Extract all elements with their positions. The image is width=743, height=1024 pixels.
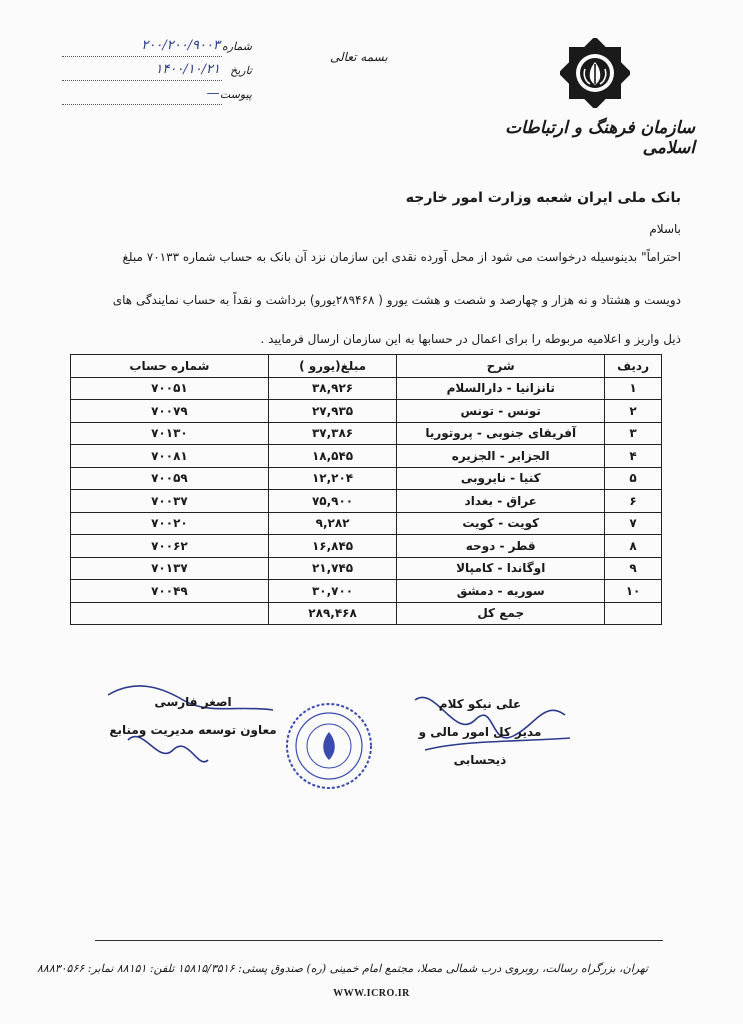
number-row xyxy=(62,38,252,62)
footer-url[interactable]: WWW.ICRO.IR xyxy=(333,988,410,999)
row-amount: ۱۸,۵۴۵ xyxy=(268,445,396,468)
table-row xyxy=(71,445,662,468)
row-amount: ۱۲,۲۰۴ xyxy=(268,467,396,490)
row-number: ۹ xyxy=(605,557,662,580)
table-row xyxy=(71,512,662,535)
attachment-label: پیوست xyxy=(219,88,252,101)
row-description: الجزایر - الجزیره xyxy=(397,445,605,468)
row-account: ۷۰۱۳۰ xyxy=(71,422,269,445)
row-amount: ۳۷,۳۸۶ xyxy=(268,422,396,445)
total-label: جمع کل xyxy=(397,602,605,625)
row-description: تانزانیا - دارالسلام xyxy=(397,377,605,400)
table-row xyxy=(71,580,662,603)
header-account: شماره حساب xyxy=(71,355,269,378)
addressee: بانک ملی ایران شعبه وزارت امور خارجه xyxy=(405,190,681,206)
date-row xyxy=(62,62,252,86)
signer-left-name: اصغر فارسی xyxy=(154,695,232,709)
row-amount: ۳۸,۹۲۶ xyxy=(268,377,396,400)
signer-right-name: علی نیکو کلام xyxy=(438,697,522,711)
body-paragraph-1: احتراماً" بدینوسیله درخواست می شود از محل آورده نقدی این سازمان نزد آن بانک به حساب شماره ۷۰۱۳۳ مبلغ xyxy=(122,250,681,264)
row-account: ۷۰۰۲۰ xyxy=(71,512,269,535)
row-description: عراق - بغداد xyxy=(397,490,605,513)
row-account: ۷۰۰۷۹ xyxy=(71,400,269,423)
row-number: ۷ xyxy=(605,512,662,535)
row-account: ۷۰۰۴۹ xyxy=(71,580,269,603)
row-account: ۷۰۰۶۲ xyxy=(71,535,269,558)
row-amount: ۷۵,۹۰۰ xyxy=(268,490,396,513)
signature-right xyxy=(395,690,565,774)
row-description: اوگاندا - کامپالا xyxy=(397,557,605,580)
total-value: ۲۸۹,۴۶۸ xyxy=(268,602,396,625)
org-logo-icon xyxy=(560,38,630,108)
header-amount: مبلغ(یورو ) xyxy=(268,355,396,378)
table-row xyxy=(71,422,662,445)
table-row xyxy=(71,557,662,580)
row-description: کویت - کویت xyxy=(397,512,605,535)
greeting: باسلام xyxy=(649,222,681,236)
table-row xyxy=(71,467,662,490)
row-amount: ۲۷,۹۳۵ xyxy=(268,400,396,423)
row-amount: ۲۱,۷۴۵ xyxy=(268,557,396,580)
row-description: سوریه - دمشق xyxy=(397,580,605,603)
row-number: ۲ xyxy=(605,400,662,423)
signature-left xyxy=(108,688,278,744)
row-number: ۳ xyxy=(605,422,662,445)
row-number: ۵ xyxy=(605,467,662,490)
row-account: ۷۰۰۸۱ xyxy=(71,445,269,468)
row-description: آفریقای جنوبی - پروتوریا xyxy=(397,422,605,445)
transfer-table xyxy=(70,354,662,625)
row-number: ۱۰ xyxy=(605,580,662,603)
row-amount: ۱۶,۸۴۵ xyxy=(268,535,396,558)
row-number: ۸ xyxy=(605,535,662,558)
header-description: شرح xyxy=(397,355,605,378)
body-paragraph-3: ذیل واریز و اعلامیه مربوطه را برای اعمال در حسابها به این سازمان ارسال فرمایید . xyxy=(260,332,681,346)
table-row xyxy=(71,400,662,423)
attachment-value: — xyxy=(206,86,220,101)
footer-divider xyxy=(95,940,663,941)
date-label: تاریخ xyxy=(230,64,252,77)
row-number: ۱ xyxy=(605,377,662,400)
body-paragraph-2: دویست و هشتاد و نه هزار و چهارصد و شصت و هشت یورو ( ۲۸۹۴۶۸یورو) برداشت و نقداً به حساب نمایندگی های xyxy=(112,293,681,307)
row-account: ۷۰۰۳۷ xyxy=(71,490,269,513)
row-number: ۴ xyxy=(605,445,662,468)
table-row xyxy=(71,535,662,558)
total-empty xyxy=(605,602,662,625)
basmala: بسمه تعالی xyxy=(330,50,388,64)
table-row xyxy=(71,490,662,513)
number-label: شماره xyxy=(221,40,252,53)
date-value: ۱۴۰۰/۱۰/۲۱ xyxy=(155,62,220,77)
org-name: سازمان فرهنگ و ارتباطات اسلامی xyxy=(505,118,695,158)
signer-right-title: مدیر کل امور مالی و ذیحسابی xyxy=(418,725,542,767)
row-description: قطر - دوحه xyxy=(397,535,605,558)
row-description: کنیا - نایروبی xyxy=(397,467,605,490)
row-account: ۷۰۱۳۷ xyxy=(71,557,269,580)
signer-left-title: معاون توسعه مدیریت ومنابع xyxy=(109,723,277,737)
row-amount: ۹,۲۸۲ xyxy=(268,512,396,535)
header-row-number: ردیف xyxy=(605,355,662,378)
number-value: ۲۰۰/۲۰۰/۹۰۰۳ xyxy=(141,38,220,53)
row-account: ۷۰۰۵۱ xyxy=(71,377,269,400)
official-stamp-icon xyxy=(283,700,375,792)
total-empty-account xyxy=(71,602,269,625)
table-row xyxy=(71,377,662,400)
footer-address: تهران، بزرگراه رسالت، روبروی درب شمالی مصلا، مجتمع امام خمینی (ره) صندوق پستی: ۱۵۸۱۵/۳۵۱۶ تلفن: ۸۸۱۵۱ نمابر: ۸۸۸۳۰۵۶۶ xyxy=(37,962,648,975)
table-header-row xyxy=(71,355,662,378)
row-amount: ۳۰,۷۰۰ xyxy=(268,580,396,603)
attachment-row xyxy=(62,86,252,110)
row-description: تونس - تونس xyxy=(397,400,605,423)
row-number: ۶ xyxy=(605,490,662,513)
total-row xyxy=(71,602,662,625)
letter-meta xyxy=(62,38,252,110)
row-account: ۷۰۰۵۹ xyxy=(71,467,269,490)
